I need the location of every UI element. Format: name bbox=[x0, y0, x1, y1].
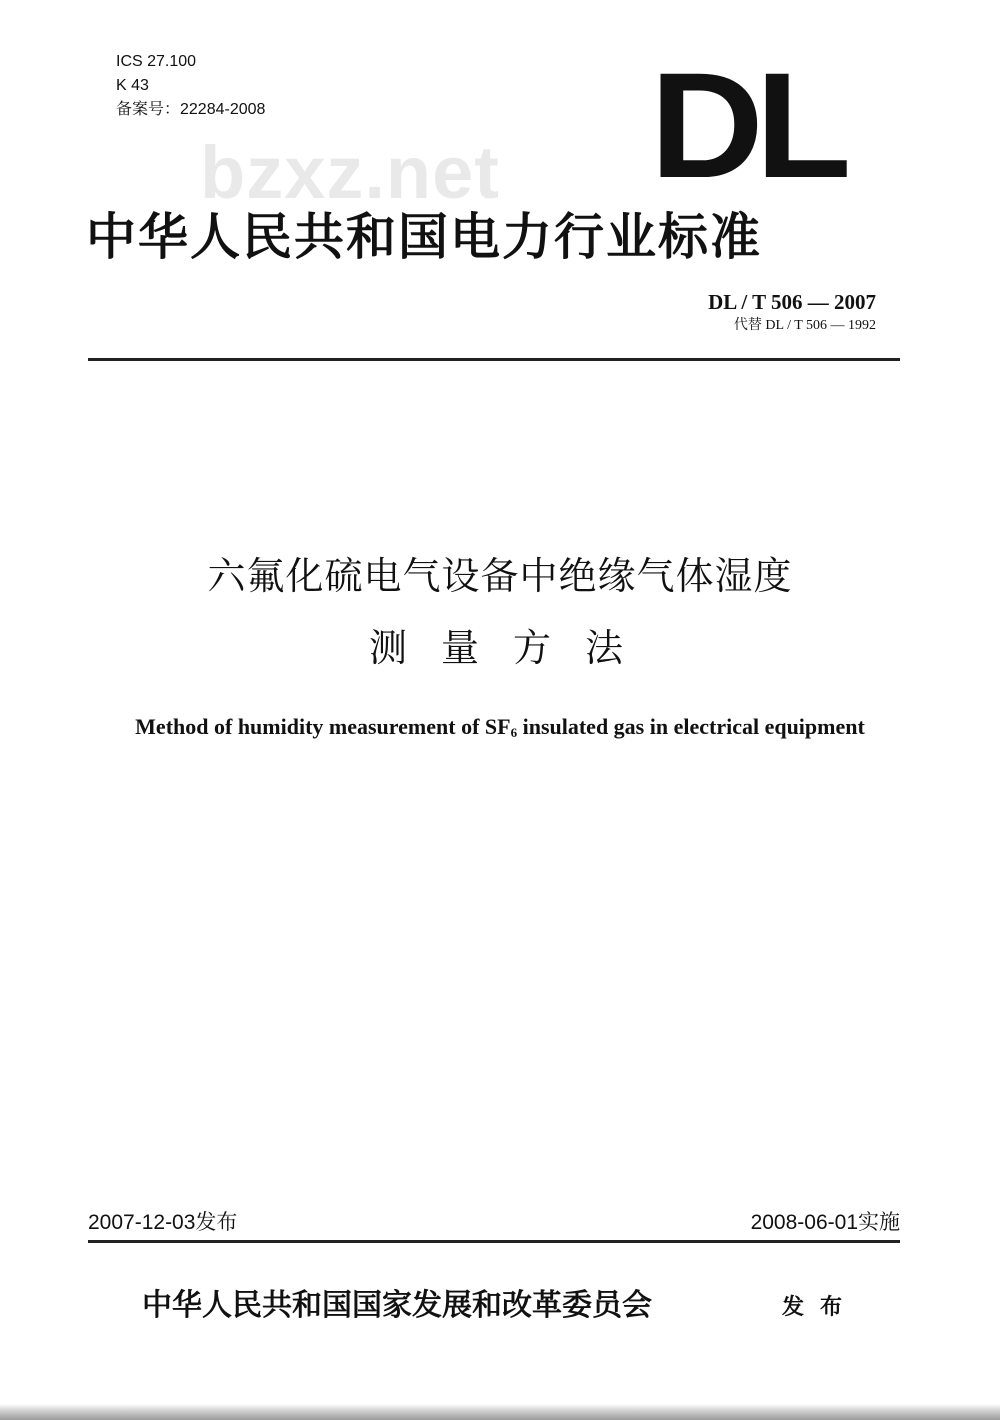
english-title-subscript: 6 bbox=[510, 725, 518, 740]
classification-block bbox=[116, 50, 265, 122]
issuing-authority: 中华人民共和国国家发展和改革委员会 bbox=[142, 1288, 652, 1323]
standard-code: DL / T 506 — 2007 bbox=[708, 290, 876, 314]
replaces-standard: 代替 DL / T 506 — 1992 bbox=[733, 318, 876, 333]
chinese-title-line-1: 六氟化硫电气设备中绝缘气体湿度 bbox=[207, 554, 793, 598]
watermark: bzxz.net bbox=[200, 131, 500, 214]
english-title-part-2: insulated gas in electrical equipment bbox=[517, 714, 865, 739]
issue-date: 2007-12-03发布 bbox=[88, 1211, 238, 1234]
chinese-title-line-2: 测量方法 bbox=[368, 626, 657, 670]
top-divider bbox=[88, 358, 900, 361]
bottom-divider bbox=[88, 1240, 900, 1243]
org-title: 中华人民共和国电力行业标准 bbox=[86, 208, 762, 266]
scan-bottom-edge bbox=[0, 1404, 1000, 1420]
english-title-part-1: Method of humidity measurement of SF bbox=[135, 714, 511, 739]
implementation-date: 2008-06-01实施 bbox=[750, 1211, 900, 1234]
publish-label: 发布 bbox=[782, 1295, 859, 1320]
classification-code: K 43 bbox=[116, 77, 149, 94]
standard-number-block bbox=[708, 288, 876, 336]
ics-code: ICS 27.100 bbox=[116, 53, 197, 70]
record-number: 备案号：22284-2008 bbox=[116, 101, 266, 118]
english-title bbox=[0, 712, 1000, 748]
dl-logo: DL bbox=[650, 41, 844, 209]
